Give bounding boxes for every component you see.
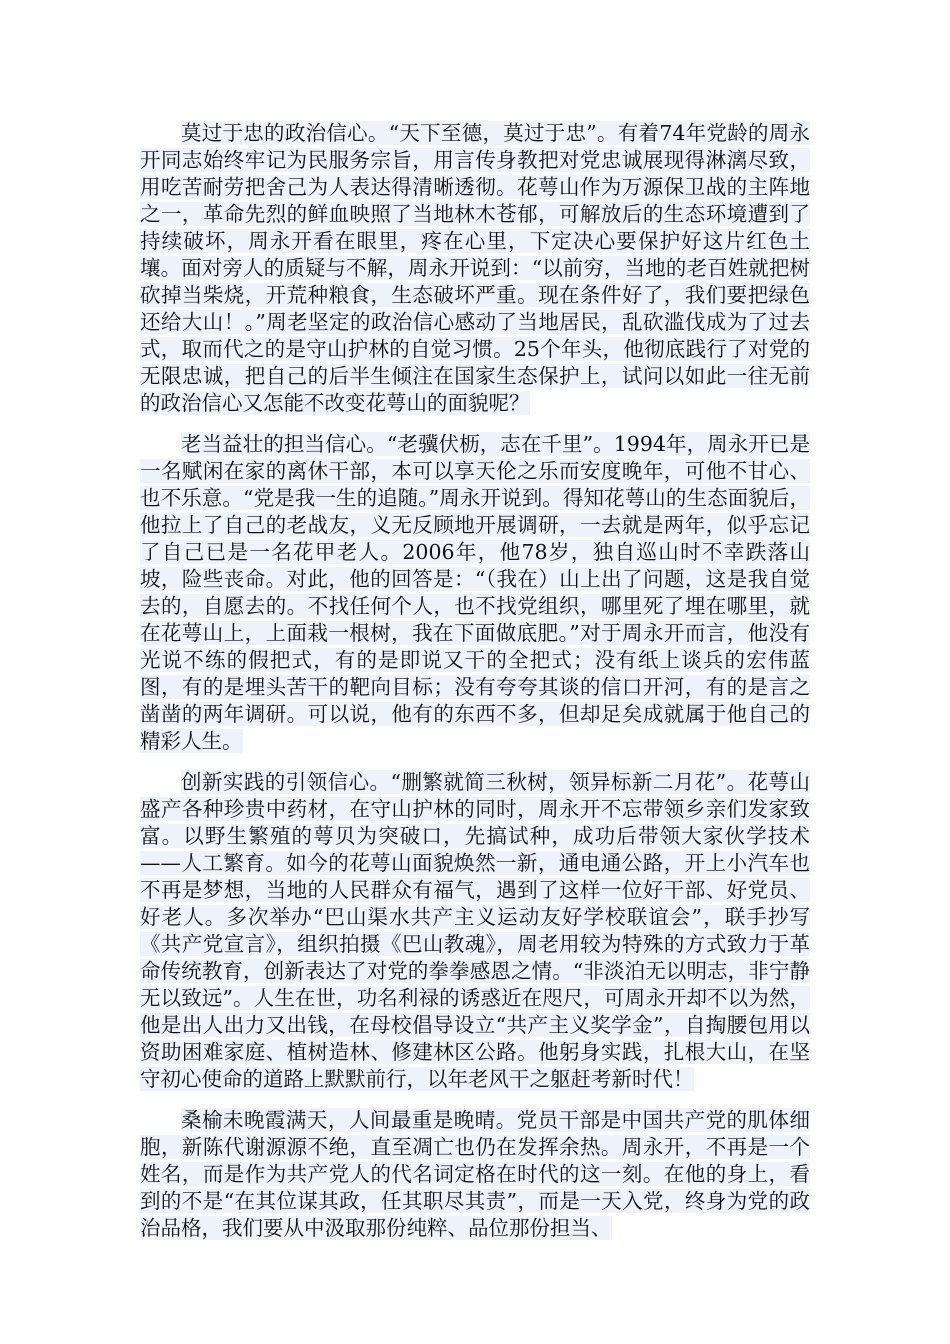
paragraph-1-text: 莫过于忠的政治信心。“天下至德，莫过于忠”。有着74年党龄的周永开同志始终牢记为民服务宗旨，用言传身教把对党忠诚展现得淋漓尽致，用吃苦耐劳把舍己为人表达得清晰透彻。花萼山作为万源保卫战的主阵地之一，革命先烈的鲜血映照了当地林木苍郁，可解放后的生态环境遭到了持续破坏，周永开看在眼里，疼在心里，下定决心要保护好这片红色土壤。面对旁人的质疑与不解，周永开说到：“以前穷，当地的老百姓就把树砍掉当柴烧，开荒种粮食，生态破坏严重。现在条件好了，我们要把绿色还给大山！。”周老坚定的政治信心感动了当地居民，乱砍滥伐成为了过去式，取而代之的是守山护林的自觉习惯。25个年头，他彻底践行了对党的无限忠诚，把自己的后半生倾注在国家生态保护上，试问以如此一往无前的政治信心又怎能不改变花萼山的面貌呢？ (140, 121, 810, 415)
document-body (140, 120, 810, 1256)
paragraph-3 (140, 769, 810, 1093)
paragraph-4-text: 桑榆未晚霞满天，人间最重是晚晴。党员干部是中国共产党的肌体细胞，新陈代谢源源不绝，直至凋亡也仍在发挥余热。周永开，不再是一个姓名，而是作为共产党人的代名词定格在时代的这一刻。在他的身上，看到的不是“在其位谋其政，任其职尽其责”，而是一天入党，终身为党的政治品格，我们要从中汲取那份纯粹、品位那份担当、 (140, 1108, 810, 1240)
paragraph-2 (140, 431, 810, 755)
paragraph-4 (140, 1107, 810, 1242)
paragraph-3-text: 创新实践的引领信心。“删繁就简三秋树，领异标新二月花”。花萼山盛产各种珍贵中药材，在守山护林的同时，周永开不忘带领乡亲们发家致富。以野生繁殖的萼贝为突破口，先搞试种，成功后带领大家伙学技术——人工繁育。如今的花萼山面貌焕然一新，通电通公路，开上小汽车也不再是梦想，当地的人民群众有福气，遇到了这样一位好干部、好党员、好老人。多次举办“巴山渠水共产主义运动友好学校联谊会”，联手抄写《共产党宣言》，组织拍摄《巴山教魂》，周老用较为特殊的方式致力于革命传统教育，创新表达了对党的拳拳感恩之情。“非淡泊无以明志，非宁静无以致远”。人生在世，功名利禄的诱惑近在咫尺，可周永开却不以为然，他是出人出力又出钱，在母校倡导设立“共产主义奖学金”，自掏腰包用以资助困难家庭、植树造林、修建林区公路。他躬身实践，扎根大山，在坚守初心使命的道路上默默前行，以年老风干之躯赶考新时代！ (140, 770, 810, 1091)
paragraph-2-text: 老当益壮的担当信心。“老骥伏枥，志在千里”。1994年，周永开已是一名赋闲在家的离休干部，本可以享天伦之乐而安度晚年，可他不甘心、也不乐意。“党是我一生的追随。”周永开说到。得知花萼山的生态面貌后，他拉上了自己的老战友，义无反顾地开展调研，一去就是两年，似乎忘记了自己已是一名花甲老人。2006年，他78岁，独自巡山时不幸跌落山坡，险些丧命。对此，他的回答是：“（我在）山上出了问题，这是我自觉去的，自愿去的。不找任何个人，也不找党组织，哪里死了埋在哪里，就在花萼山上，上面栽一根树，我在下面做底肥。”对于周永开而言，他没有光说不练的假把式，有的是即说又干的全把式；没有纸上谈兵的宏伟蓝图，有的是埋头苦干的靶向目标；没有夸夸其谈的信口开河，有的是言之凿凿的两年调研。可以说，他有的东西不多，但却足矣成就属于他自己的精彩人生。 (140, 432, 810, 753)
paragraph-1 (140, 120, 810, 417)
